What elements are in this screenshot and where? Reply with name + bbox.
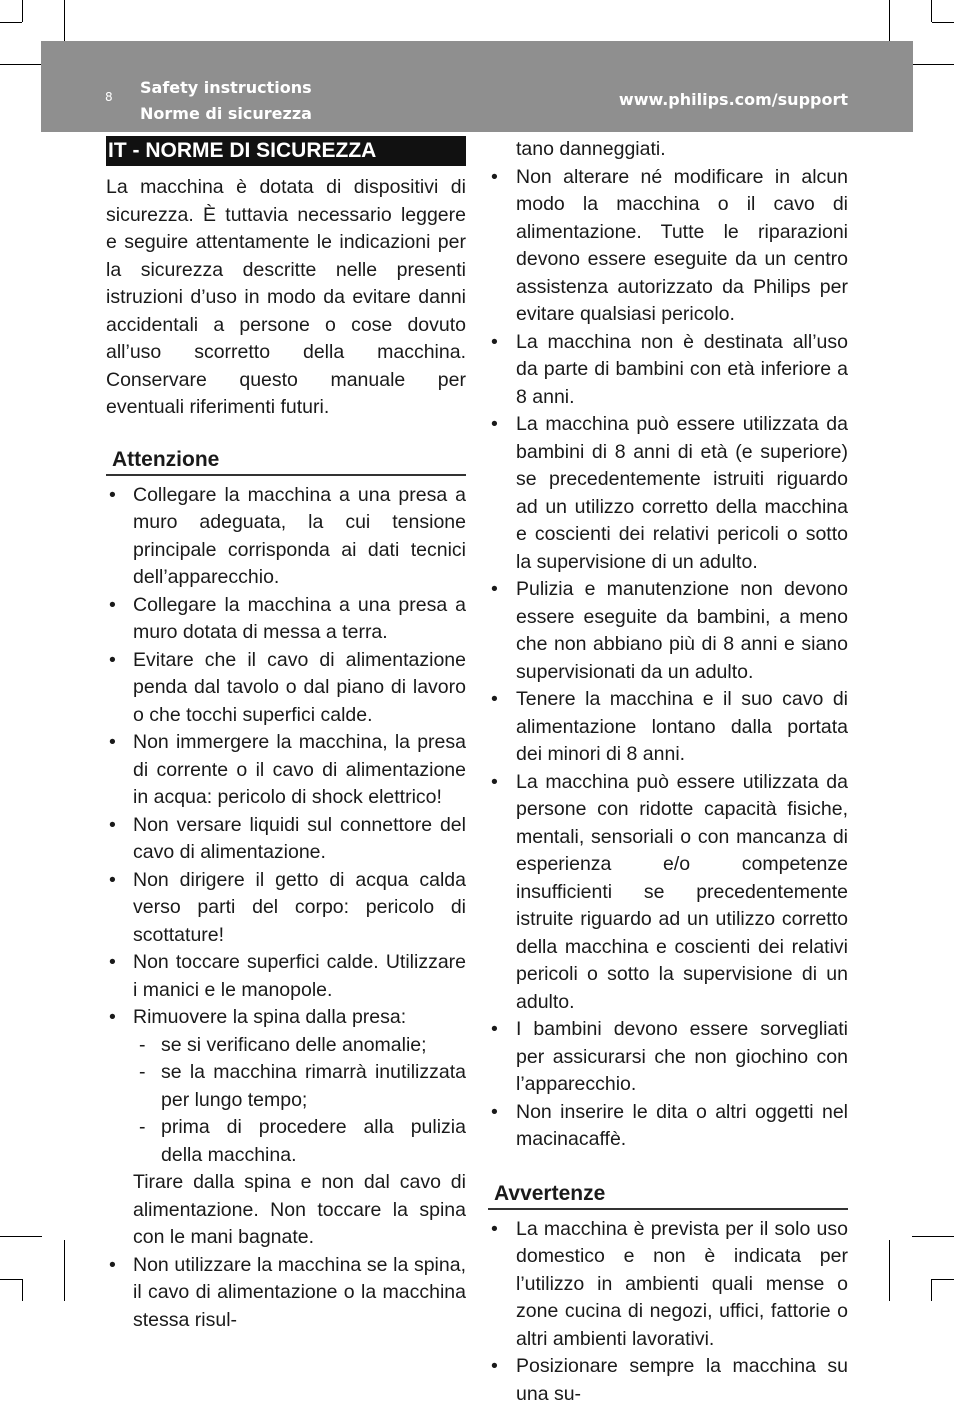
list-item: • Non immergere la macchina, la presa di corrente o il cavo di alimentazione in acqua: pericolo di shock elettrico!	[106, 729, 466, 812]
crop-mark	[0, 64, 42, 65]
warnings-list	[488, 1216, 848, 1408]
list-item-plug	[106, 1004, 466, 1252]
crop-mark	[64, 1240, 65, 1301]
list-item: • Collegare la macchina a una presa a muro dotata di messa a terra.	[106, 592, 466, 647]
crop-mark	[912, 1236, 954, 1237]
list-item: • Non alterare né modificare in alcun modo la macchina o il cavo di alimentazione. Tutte le riparazioni devono essere eseguite da un centro assistenza autorizzato da Philips per evitare qualsiasi pericolo.	[488, 164, 848, 329]
list-item: • Non toccare superfici calde. Utilizzare i manici e le manopole.	[106, 949, 466, 1004]
crop-mark	[932, 22, 954, 23]
crop-mark	[932, 1279, 954, 1280]
left-column	[106, 136, 466, 1334]
sub-item: - se si verificano delle anomalie;	[133, 1032, 466, 1060]
crop-mark	[0, 1236, 42, 1237]
intro-paragraph: La macchina è dotata di dispositivi di sicurezza. È tuttavia necessario leggere e seguire attentamente le indicazioni per la sicurezza descritte nelle presenti istruzioni d’uso in modo da evitare danni accidentali a persone o cose dovuto all’uso scorretto della macchina. Conservare questo manuale per eventuali riferimenti futuri.	[106, 174, 466, 422]
list-item: • Non dirigere il getto di acqua calda verso parti del corpo: pericolo di scottature!	[106, 867, 466, 950]
list-item: • La macchina può essere utilizzata da persone con ridotte capacità fisiche, mentali, sensoriali o con mancanza di esperienza e/o competenze insufficienti se precedentemente istruite riguardo ad un utilizzo corretto della macchina e coscienti dei relativi pericoli o sotto la supervisione di un adulto.	[488, 769, 848, 1017]
right-column	[488, 136, 848, 1408]
list-item: • Non versare liquidi sul connettore del cavo di alimentazione.	[106, 812, 466, 867]
section-title: IT - NORME DI SICUREZZA	[106, 136, 466, 166]
sub-item: - prima di procedere alla pulizia della macchina.	[133, 1114, 466, 1169]
continued-text: tano danneggiati.	[488, 136, 848, 164]
header-title-en: Safety instructions	[140, 78, 312, 97]
list-item: • La macchina può essere utilizzata da bambini di 8 anni di età (e superiore) se precedentemente istruiti riguardo ad un utilizzo corretto della macchina e coscienti dei relativi pericoli o sotto la supervisione di un adulto.	[488, 411, 848, 576]
list-item: • I bambini devono essere sorvegliati per assicurarsi che non giochino con l’apparecchio.	[488, 1016, 848, 1099]
crop-mark	[22, 1279, 23, 1301]
list-item: • Pulizia e manutenzione non devono essere eseguite da bambini, a meno che non abbiano più di 8 anni e siano supervisionati da un adulto.	[488, 576, 848, 686]
sub-item: - se la macchina rimarrà inutilizzata per lungo tempo;	[133, 1059, 466, 1114]
list-item: • Posizionare sempre la macchina su una su-	[488, 1353, 848, 1408]
plug-sublist	[133, 1032, 466, 1170]
crop-mark	[0, 22, 22, 23]
list-item: • La macchina è prevista per il solo uso domestico e non è indicata per l’utilizzo in ambienti quali mense o zone cucina di negozi, uffici, fattorie o altri ambienti lavorativi.	[488, 1216, 848, 1354]
crop-mark	[931, 0, 932, 22]
attention-list	[106, 482, 466, 1335]
page-number: 8	[105, 90, 113, 104]
crop-mark	[912, 64, 954, 65]
page-header	[41, 41, 913, 132]
list-item: • Collegare la macchina a una presa a muro adeguata, la cui tensione principale corrisponda ai dati tecnici dell’apparecchio.	[106, 482, 466, 592]
list-item: • Evitare che il cavo di alimentazione penda dal tavolo o dal piano di lavoro o che tocchi superfici calde.	[106, 647, 466, 730]
crop-mark	[931, 1279, 932, 1301]
crop-mark	[889, 1240, 890, 1301]
list-item: • Non inserire le dita o altri oggetti nel macinacaffè.	[488, 1099, 848, 1154]
attention-list-continued	[488, 164, 848, 1154]
list-item: • Non utilizzare la macchina se la spina, il cavo di alimentazione o la macchina stessa risul-	[106, 1252, 466, 1335]
list-item: • La macchina non è destinata all’uso da parte di bambini con età inferiore a 8 anni.	[488, 329, 848, 412]
crop-mark	[22, 0, 23, 22]
support-url: www.philips.com/support	[619, 90, 848, 109]
plug-note: Tirare dalla spina e non dal cavo di alimentazione. Non toccare la spina con le mani bagnate.	[133, 1169, 466, 1252]
attention-heading: Attenzione	[106, 446, 466, 476]
plug-bullet-text: • Rimuovere la spina dalla presa:	[133, 1004, 466, 1032]
warnings-heading: Avvertenze	[488, 1180, 848, 1210]
header-title-it: Norme di sicurezza	[140, 104, 312, 123]
list-item: • Tenere la macchina e il suo cavo di alimentazione lontano dalla portata dei minori di 8 anni.	[488, 686, 848, 769]
crop-mark	[0, 1279, 22, 1280]
